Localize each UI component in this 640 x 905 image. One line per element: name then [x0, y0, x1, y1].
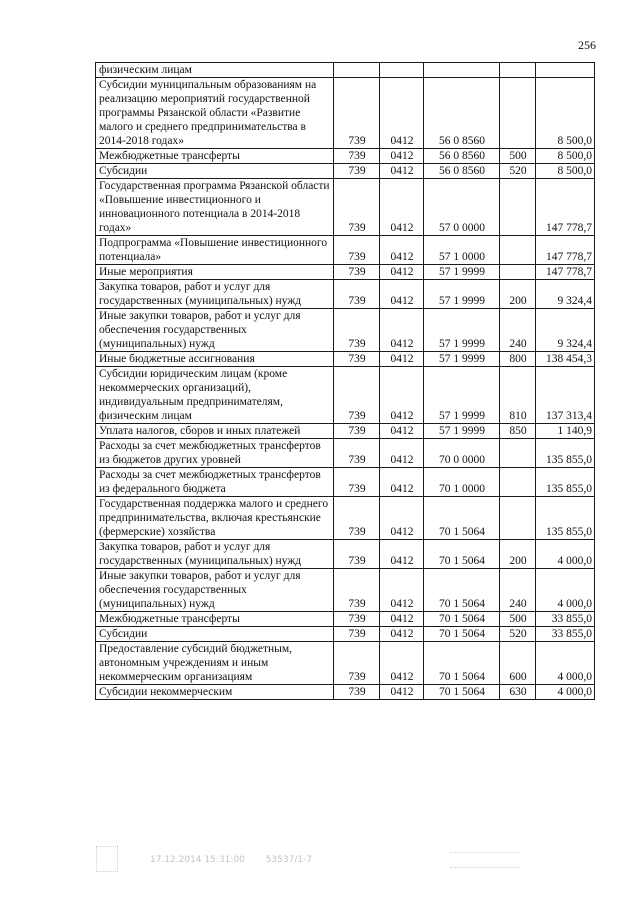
row-amount: 4 000,0 — [536, 540, 595, 569]
row-section-code: 0412 — [380, 540, 424, 569]
row-target-code: 70 1 5064 — [424, 627, 500, 642]
row-name: Предоставление субсидий бюджетным, автономным учреждениям и иным некоммерческим организациям — [96, 642, 334, 685]
row-target-code: 56 0 8560 — [424, 149, 500, 164]
row-target-code: 57 1 9999 — [424, 352, 500, 367]
table-row — [96, 63, 595, 78]
row-section-code: 0412 — [380, 265, 424, 280]
table-row — [96, 439, 595, 468]
row-gr-code: 739 — [334, 236, 380, 265]
row-target-code: 57 1 9999 — [424, 265, 500, 280]
row-expense-type: 810 — [500, 367, 536, 424]
row-name: Субсидии некоммерческим — [96, 685, 334, 700]
row-target-code: 70 1 0000 — [424, 468, 500, 497]
row-name: Расходы за счет межбюджетных трансфертов из федерального бюджета — [96, 468, 334, 497]
table-row — [96, 78, 595, 149]
row-section-code: 0412 — [380, 685, 424, 700]
table-row — [96, 352, 595, 367]
row-amount: 147 778,7 — [536, 236, 595, 265]
row-section-code: 0412 — [380, 642, 424, 685]
table-row — [96, 612, 595, 627]
row-name: Государственная поддержка малого и среднего предпринимательства, включая крестьянские (фермерские) хозяйства — [96, 497, 334, 540]
row-name: Подпрограмма «Повышение инвестиционного потенциала» — [96, 236, 334, 265]
row-gr-code: 739 — [334, 149, 380, 164]
row-amount: 9 324,4 — [536, 309, 595, 352]
row-section-code: 0412 — [380, 497, 424, 540]
row-gr-code: 739 — [334, 612, 380, 627]
row-expense-type: 200 — [500, 540, 536, 569]
row-amount: 4 000,0 — [536, 642, 595, 685]
row-expense-type: 630 — [500, 685, 536, 700]
row-section-code: 0412 — [380, 149, 424, 164]
row-gr-code: 739 — [334, 540, 380, 569]
table-row — [96, 627, 595, 642]
row-amount: 147 778,7 — [536, 265, 595, 280]
row-section-code: 0412 — [380, 179, 424, 236]
row-target-code: 70 0 0000 — [424, 439, 500, 468]
table-row — [96, 685, 595, 700]
row-target-code: 57 0 0000 — [424, 179, 500, 236]
row-section-code: 0412 — [380, 309, 424, 352]
table-row — [96, 164, 595, 179]
row-amount: 9 324,4 — [536, 280, 595, 309]
row-expense-type: 600 — [500, 642, 536, 685]
row-section-code — [380, 63, 424, 78]
table-row — [96, 236, 595, 265]
row-expense-type — [500, 63, 536, 78]
row-target-code: 57 1 9999 — [424, 309, 500, 352]
row-target-code — [424, 63, 500, 78]
row-target-code: 70 1 5064 — [424, 569, 500, 612]
row-target-code: 57 1 9999 — [424, 424, 500, 439]
row-expense-type: 520 — [500, 627, 536, 642]
row-section-code: 0412 — [380, 164, 424, 179]
row-gr-code: 739 — [334, 179, 380, 236]
row-section-code: 0412 — [380, 569, 424, 612]
row-section-code: 0412 — [380, 468, 424, 497]
row-name: Субсидии — [96, 164, 334, 179]
row-expense-type — [500, 236, 536, 265]
page-number: 256 — [578, 38, 596, 52]
row-gr-code: 739 — [334, 352, 380, 367]
row-target-code: 57 1 9999 — [424, 367, 500, 424]
footer-stamp — [150, 855, 330, 865]
row-amount: 4 000,0 — [536, 685, 595, 700]
row-gr-code: 739 — [334, 78, 380, 149]
row-expense-type: 800 — [500, 352, 536, 367]
row-target-code: 70 1 5064 — [424, 612, 500, 627]
row-amount: 4 000,0 — [536, 569, 595, 612]
table-row — [96, 265, 595, 280]
row-section-code: 0412 — [380, 439, 424, 468]
table-row — [96, 424, 595, 439]
row-name: Межбюджетные трансферты — [96, 612, 334, 627]
row-expense-type: 500 — [500, 612, 536, 627]
row-amount: 1 140,9 — [536, 424, 595, 439]
row-section-code: 0412 — [380, 78, 424, 149]
row-name: Государственная программа Рязанской области «Повышение инвестиционного и инновационного потенциала в 2014-2018 годах» — [96, 179, 334, 236]
row-section-code: 0412 — [380, 367, 424, 424]
row-expense-type: 240 — [500, 569, 536, 612]
table-row — [96, 149, 595, 164]
row-section-code: 0412 — [380, 352, 424, 367]
row-gr-code: 739 — [334, 265, 380, 280]
row-amount: 8 500,0 — [536, 149, 595, 164]
row-amount: 137 313,4 — [536, 367, 595, 424]
table-row — [96, 468, 595, 497]
row-name: Субсидии муниципальным образованиям на реализацию мероприятий государственной программы Рязанской области «Развитие малого и среднего предпринимательства в 2014-2018 годах» — [96, 78, 334, 149]
row-amount: 135 855,0 — [536, 497, 595, 540]
table-row — [96, 540, 595, 569]
row-expense-type: 240 — [500, 309, 536, 352]
row-gr-code: 739 — [334, 164, 380, 179]
row-amount: 138 454,3 — [536, 352, 595, 367]
row-name: Иные мероприятия — [96, 265, 334, 280]
row-expense-type — [500, 265, 536, 280]
row-name: Уплата налогов, сборов и иных платежей — [96, 424, 334, 439]
budget-table-body — [96, 63, 595, 700]
row-section-code: 0412 — [380, 280, 424, 309]
row-amount: 135 855,0 — [536, 439, 595, 468]
row-target-code: 56 0 8560 — [424, 78, 500, 149]
footer-doc-id: 53537/1-7 — [265, 855, 313, 865]
row-name: Закупка товаров, работ и услуг для государственных (муниципальных) нужд — [96, 280, 334, 309]
row-amount: 8 500,0 — [536, 164, 595, 179]
row-target-code: 70 1 5064 — [424, 642, 500, 685]
row-target-code: 70 1 5064 — [424, 685, 500, 700]
row-expense-type — [500, 179, 536, 236]
row-amount: 33 855,0 — [536, 612, 595, 627]
row-name: Иные бюджетные ассигнования — [96, 352, 334, 367]
row-gr-code — [334, 63, 380, 78]
row-expense-type — [500, 78, 536, 149]
row-target-code: 57 1 9999 — [424, 280, 500, 309]
row-section-code: 0412 — [380, 627, 424, 642]
table-row — [96, 280, 595, 309]
row-amount: 33 855,0 — [536, 627, 595, 642]
row-amount: 147 778,7 — [536, 179, 595, 236]
row-name: Иные закупки товаров, работ и услуг для обеспечения государственных (муниципальных) нужд — [96, 569, 334, 612]
table-row — [96, 367, 595, 424]
row-name: физическим лицам — [96, 63, 334, 78]
row-section-code: 0412 — [380, 612, 424, 627]
row-name: Субсидии — [96, 627, 334, 642]
row-gr-code: 739 — [334, 468, 380, 497]
row-name: Межбюджетные трансферты — [96, 149, 334, 164]
table-row — [96, 309, 595, 352]
row-gr-code: 739 — [334, 280, 380, 309]
row-gr-code: 739 — [334, 685, 380, 700]
row-gr-code: 739 — [334, 424, 380, 439]
row-gr-code: 739 — [334, 569, 380, 612]
row-target-code: 70 1 5064 — [424, 540, 500, 569]
row-expense-type: 850 — [500, 424, 536, 439]
footer-timestamp: 17.12.2014 15:31:00 — [150, 855, 245, 865]
table-row — [96, 642, 595, 685]
row-gr-code: 739 — [334, 367, 380, 424]
stamp-mark — [96, 846, 118, 872]
row-name: Иные закупки товаров, работ и услуг для обеспечения государственных (муниципальных) нужд — [96, 309, 334, 352]
row-name: Закупка товаров, работ и услуг для государственных (муниципальных) нужд — [96, 540, 334, 569]
row-target-code: 70 1 5064 — [424, 497, 500, 540]
row-name: Расходы за счет межбюджетных трансфертов из бюджетов других уровней — [96, 439, 334, 468]
table-row — [96, 179, 595, 236]
row-amount — [536, 63, 595, 78]
row-amount: 8 500,0 — [536, 78, 595, 149]
row-gr-code: 739 — [334, 309, 380, 352]
row-expense-type: 520 — [500, 164, 536, 179]
table-row — [96, 497, 595, 540]
row-gr-code: 739 — [334, 439, 380, 468]
row-gr-code: 739 — [334, 627, 380, 642]
row-expense-type — [500, 497, 536, 540]
row-gr-code: 739 — [334, 497, 380, 540]
row-expense-type: 500 — [500, 149, 536, 164]
row-name: Субсидии юридическим лицам (кроме некоммерческих организаций), индивидуальным предпринимателям, физическим лицам — [96, 367, 334, 424]
row-amount: 135 855,0 — [536, 468, 595, 497]
row-expense-type — [500, 468, 536, 497]
budget-table — [95, 62, 595, 700]
row-target-code: 57 1 0000 — [424, 236, 500, 265]
row-target-code: 56 0 8560 — [424, 164, 500, 179]
row-section-code: 0412 — [380, 424, 424, 439]
row-section-code: 0412 — [380, 236, 424, 265]
signature-mark — [450, 852, 520, 868]
row-expense-type: 200 — [500, 280, 536, 309]
row-gr-code: 739 — [334, 642, 380, 685]
table-row — [96, 569, 595, 612]
row-expense-type — [500, 439, 536, 468]
